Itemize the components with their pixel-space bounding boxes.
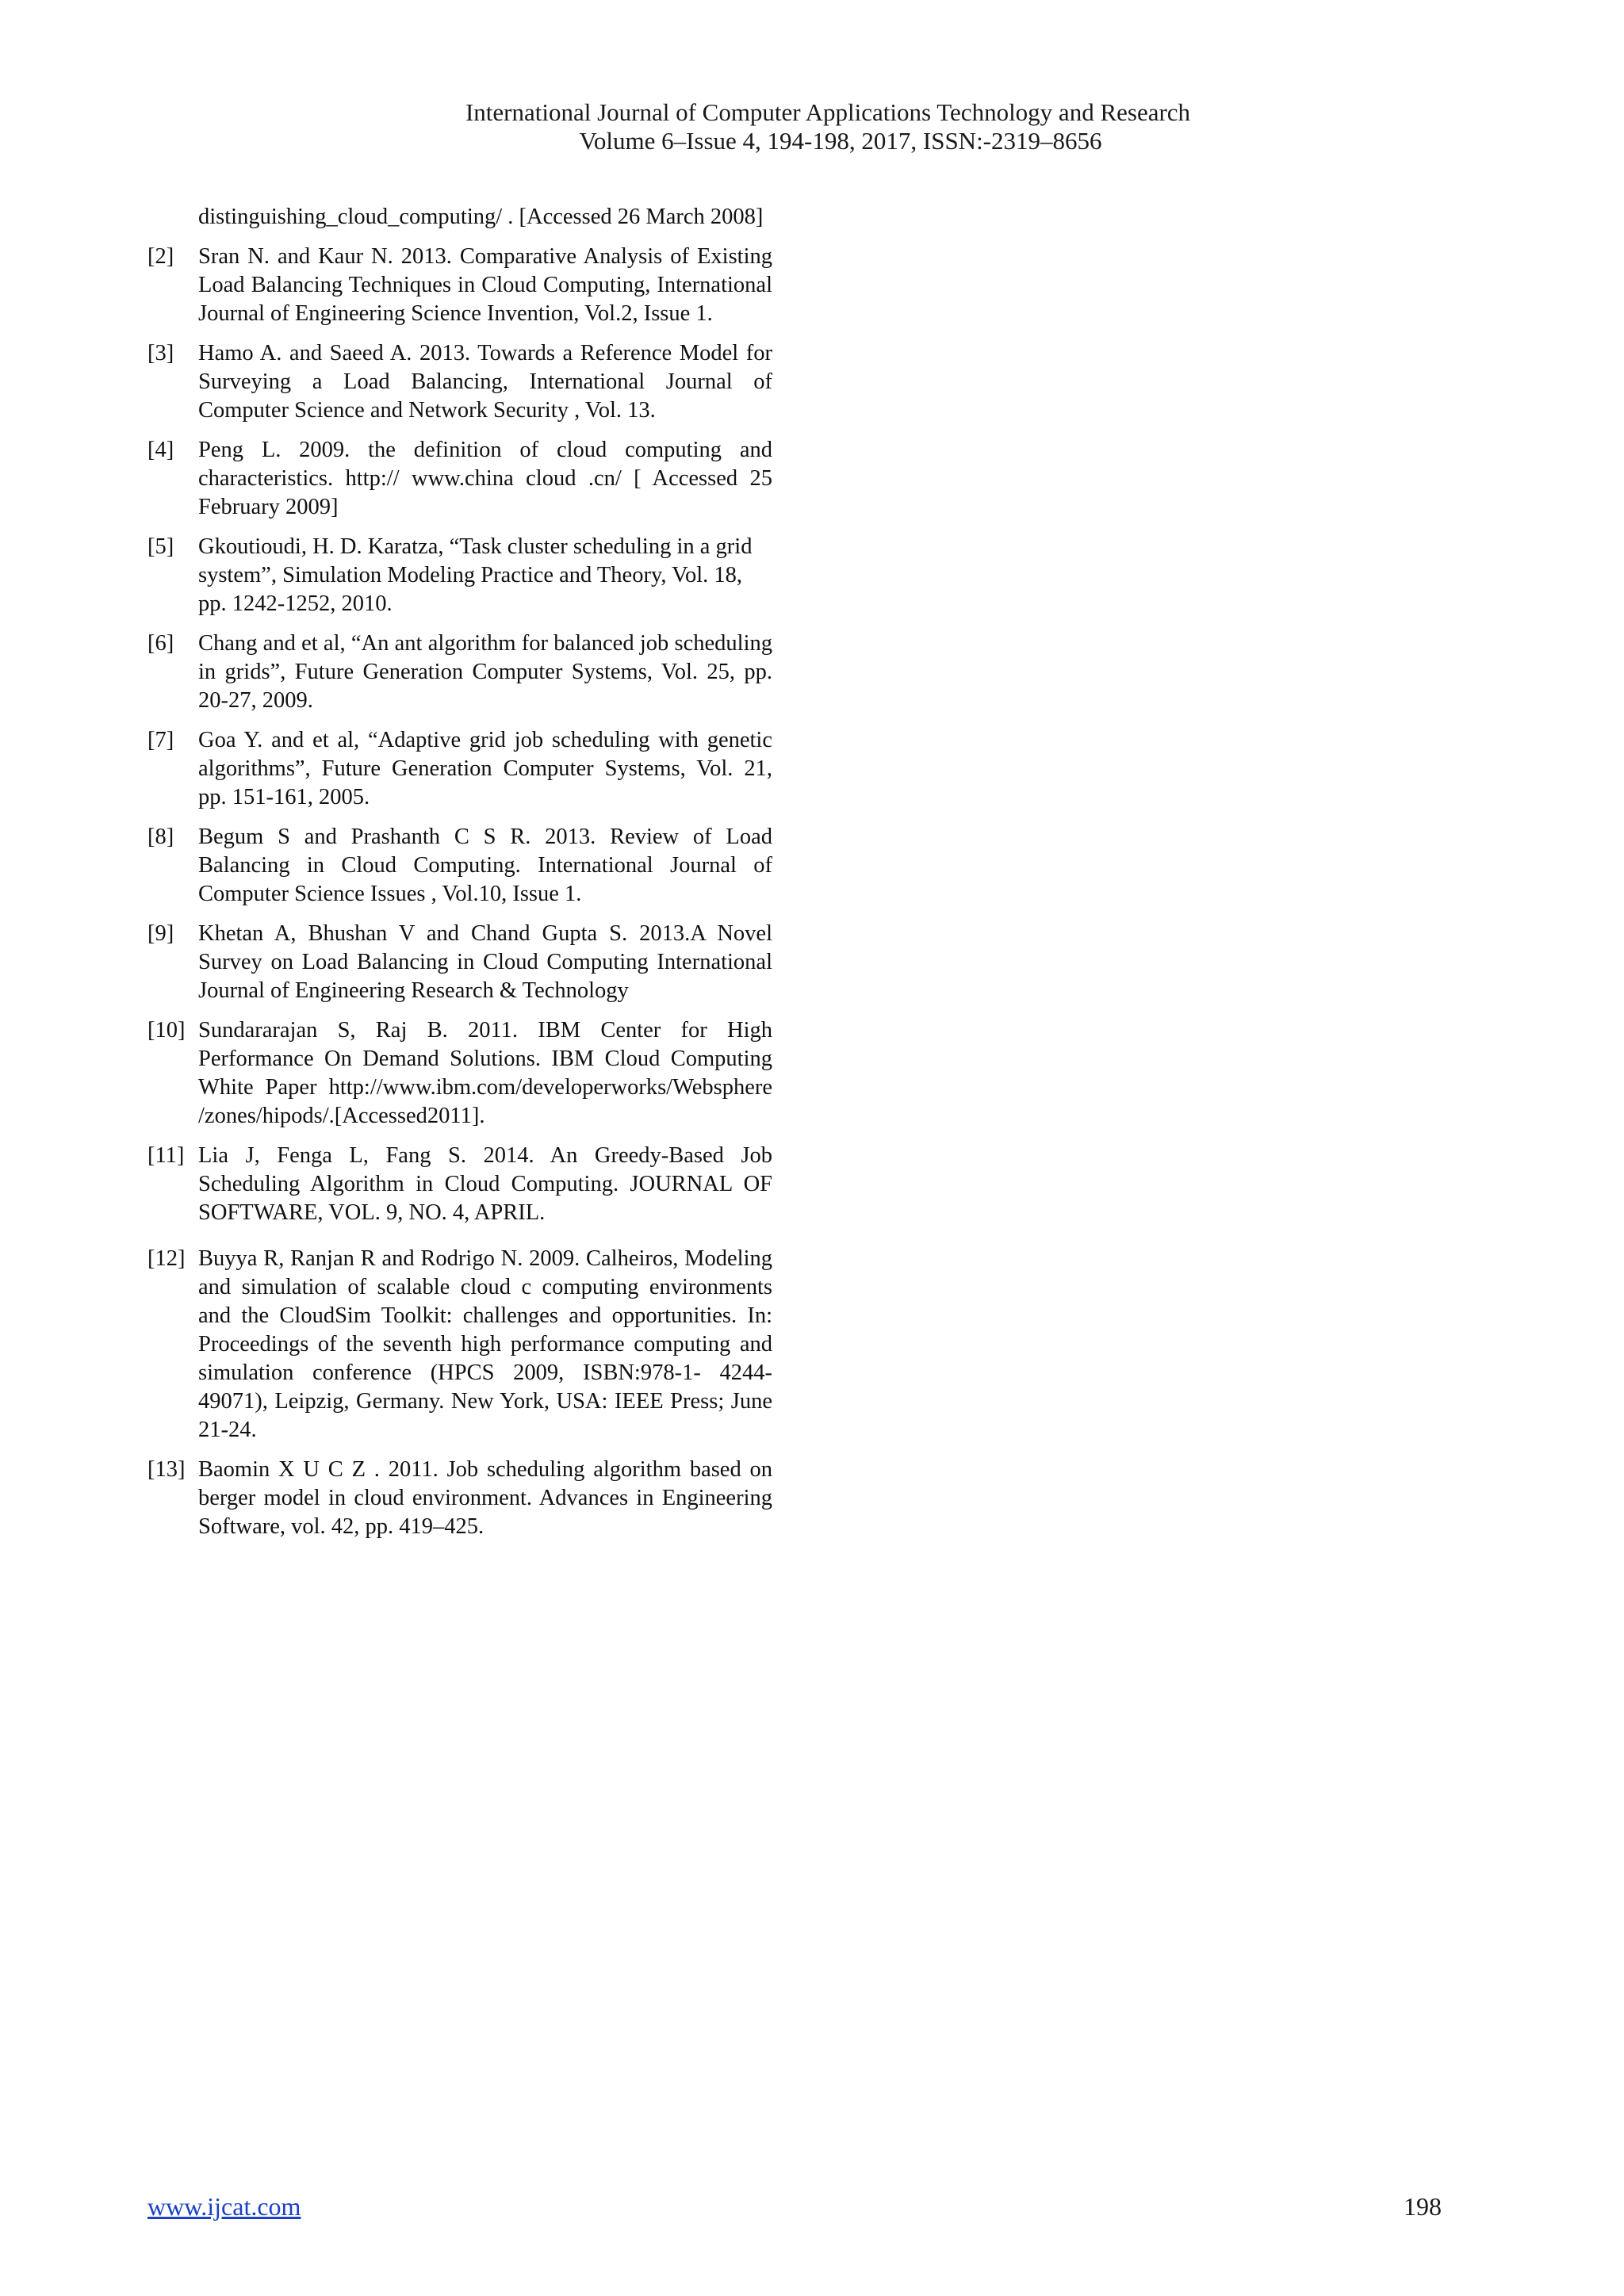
reference-text: Gkoutioudi, H. D. Karatza, “Task cluster scheduling in a grid system”, Simulation Modeling Practice and Theory, Vol. 18, pp. 1242-1252, 2010. xyxy=(198,534,753,616)
reference-item-5 xyxy=(147,533,772,618)
reference-number: [9] xyxy=(147,921,174,946)
reference-number: [5] xyxy=(147,534,174,559)
reference-number: [13] xyxy=(147,1457,186,1482)
reference-list xyxy=(147,203,772,1552)
website-link[interactable]: www.ijcat.com xyxy=(147,2192,301,2221)
reference-item-6 xyxy=(147,629,772,715)
reference-text: Hamo A. and Saeed A. 2013. Towards a Reference Model for Surveying a Load Balancing, International Journal of Computer Science and Network Security , Vol. 13. xyxy=(198,341,772,423)
reference-continuation xyxy=(147,203,772,232)
running-header xyxy=(0,98,1624,155)
reference-item-12 xyxy=(147,1245,772,1445)
volume-info: Volume 6–Issue 4, 194-198, 2017, ISSN:-2319–8656 xyxy=(579,127,1102,155)
page-number: 198 xyxy=(1404,2192,1442,2221)
reference-item-13 xyxy=(147,1456,772,1541)
reference-number: [4] xyxy=(147,438,174,462)
reference-text: Sundararajan S, Raj B. 2011. IBM Center for High Performance On Demand Solutions. IBM Cloud Computing White Paper http://www.ibm.com/developerworks/Websphere /zones/hipods/.[Accessed2011]. xyxy=(198,1018,772,1128)
reference-text: Peng L. 2009. the definition of cloud computing and characteristics. http:// www.china cloud .cn/ [ Accessed 25 February 2009] xyxy=(198,438,772,519)
reference-number: [11] xyxy=(147,1143,185,1168)
reference-text: Lia J, Fenga L, Fang S. 2014. An Greedy-Based Job Scheduling Algorithm in Cloud Computing. JOURNAL OF SOFTWARE, VOL. 9, NO. 4, APRIL. xyxy=(198,1143,772,1225)
reference-item-7 xyxy=(147,726,772,812)
reference-item-2 xyxy=(147,243,772,328)
reference-number: [12] xyxy=(147,1246,186,1271)
reference-text: Khetan A, Bhushan V and Chand Gupta S. 2013.A Novel Survey on Load Balancing in Cloud Computing International Journal of Engineering Research & Technology xyxy=(198,921,772,1003)
reference-item-10 xyxy=(147,1016,772,1131)
reference-item-4 xyxy=(147,436,772,522)
reference-number: [2] xyxy=(147,244,174,269)
journal-title: International Journal of Computer Applications Technology and Research xyxy=(465,98,1191,126)
reference-number: [6] xyxy=(147,631,174,656)
reference-item-11 xyxy=(147,1142,772,1227)
reference-text: Baomin X U C Z . 2011. Job scheduling algorithm based on berger model in cloud environment. Advances in Engineering Software, vol. 42, pp. 419–425. xyxy=(198,1457,772,1539)
reference-number: [7] xyxy=(147,728,174,752)
reference-item-3 xyxy=(147,339,772,425)
reference-number: [10] xyxy=(147,1018,186,1043)
reference-text: Begum S and Prashanth C S R. 2013. Review of Load Balancing in Cloud Computing. International Journal of Computer Science Issues , Vol.10, Issue 1. xyxy=(198,825,772,906)
reference-item-9 xyxy=(147,920,772,1005)
reference-continuation-text: distinguishing_cloud_computing/ . [Accessed 26 March 2008] xyxy=(198,205,764,229)
reference-text: Sran N. and Kaur N. 2013. Comparative Analysis of Existing Load Balancing Techniques in Cloud Computing, International Journal of Engineering Science Invention, Vol.2, Issue 1. xyxy=(198,244,772,326)
reference-item-8 xyxy=(147,823,772,909)
reference-number: [3] xyxy=(147,341,174,365)
reference-number: [8] xyxy=(147,825,174,849)
reference-text: Chang and et al, “An ant algorithm for balanced job scheduling in grids”, Future Generation Computer Systems, Vol. 25, pp. 20-27, 2009. xyxy=(198,631,772,713)
reference-text: Goa Y. and et al, “Adaptive grid job scheduling with genetic algorithms”, Future Generation Computer Systems, Vol. 21, pp. 151-161, 2005. xyxy=(198,728,772,809)
reference-text: Buyya R, Ranjan R and Rodrigo N. 2009. Calheiros, Modeling and simulation of scalable cloud c computing environments and the CloudSim Toolkit: challenges and opportunities. In: Proceedings of the seventh high performance computing and simulation conference (HPCS 2009, ISBN:978-1- 4244-49071), Leipzig, Germany. New York, USA: IEEE Press; June 21-24. xyxy=(198,1246,772,1442)
